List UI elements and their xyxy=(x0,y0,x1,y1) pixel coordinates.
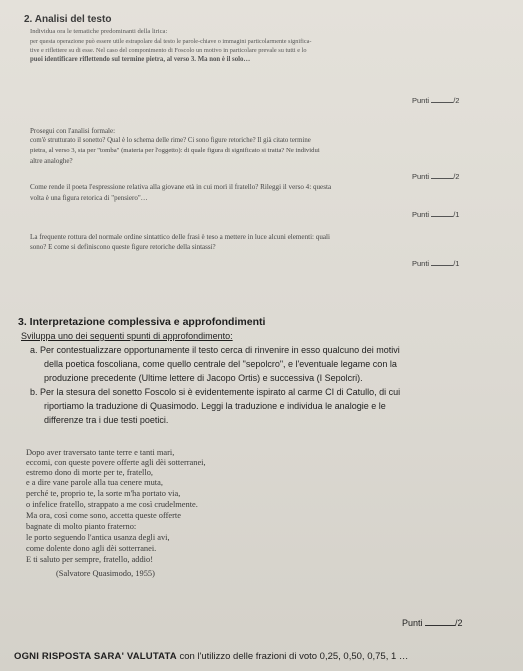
points-label: Punti xyxy=(412,259,430,268)
points-blank[interactable] xyxy=(431,94,453,103)
poem-line: Dopo aver traversato tante terre e tanti mari, xyxy=(26,448,175,457)
poem-line: o infelice fratello, strappato a me così crudelmente. xyxy=(26,500,198,509)
points-label: Punti xyxy=(412,96,430,105)
points-max: /2 xyxy=(455,618,463,628)
question-line: volta è una figura retorica di "pensiero"… xyxy=(30,194,148,202)
points-blank[interactable] xyxy=(431,170,453,179)
intro-line: Individua ora le tematiche predominanti della lirica: xyxy=(30,28,168,35)
question-line: com'è strutturato il sonetto? Qual è lo schema delle rime? Ci sono figure retoriche? Il già citato termine xyxy=(30,137,311,144)
task-b-line: differenze tra i due testi poetici. xyxy=(44,415,169,425)
question-line: pietra, al verso 3, sta per "tomba" (materia per l'oggetto): di quale figura di significato si tratta? Ne individui xyxy=(30,147,320,154)
poem-line: le porto seguendo l'antica usanza degli avi, xyxy=(26,533,170,542)
points-max: /1 xyxy=(453,210,460,219)
section-3-subtitle: Sviluppa uno dei seguenti spunti di approfondimento: xyxy=(21,331,233,341)
points-blank[interactable] xyxy=(431,257,453,266)
poem-line: eccomi, con queste povere offerte agli dèi sotterranei, xyxy=(26,458,206,467)
question-line: altre analoghe? xyxy=(30,157,73,165)
poem-line: E ti saluto per sempre, fratello, addio! xyxy=(26,555,153,564)
grading-note-bold: OGNI RISPOSTA SARA' VALUTATA xyxy=(14,651,177,662)
task-b-line: b. Per la stesura del sonetto Foscolo si è evidentemente ispirato al carme CI di Catullo, di cui xyxy=(30,387,401,397)
question-line: sono? E come si definiscono queste figure retoriche della sintassi? xyxy=(30,243,216,251)
task-a-line: produzione precedente (Ultime lettere di Jacopo Ortis) e successiva (I Sepolcri). xyxy=(44,373,363,383)
intro-line: tive e riflettere su di esse. Nel caso del componimento di Foscolo un motivo in particolare prevale su tutti e lo xyxy=(30,47,307,54)
question-line: La frequente rottura del normale ordine sintattico delle frasi è teso a mettere in luce alcuni elementi: quali xyxy=(30,233,330,241)
points-label: Punti xyxy=(402,618,423,628)
poem-line: Ma ora, così come sono, accetta queste offerte xyxy=(26,511,181,520)
points-max: /2 xyxy=(453,172,460,181)
poem-line: e a dire vane parole alla tua cenere muta, xyxy=(26,478,163,487)
poem-line: perché te, proprio te, la sorte m'ha portato via, xyxy=(26,489,181,498)
intro-line: per questa operazione può essere utile estrapolare dal testo le parole-chiave o immagini particolarmente significa- xyxy=(30,38,312,45)
section-3-title: 3. Interpretazione complessiva e approfondimenti xyxy=(18,316,266,328)
grading-note xyxy=(14,651,408,662)
points-label: Punti xyxy=(412,210,430,219)
poem-credit: (Salvatore Quasimodo, 1955) xyxy=(56,569,155,578)
poem-line: come dolente dono agli dèi sotterranei. xyxy=(26,544,157,553)
poem-line: bagnate di molto pianto fraterno: xyxy=(26,522,137,531)
intro-line: puoi identificare riflettendo sul termine pietra, al verso 3. Ma non è il solo… xyxy=(30,56,251,63)
points-blank[interactable] xyxy=(431,208,453,217)
points-max: /1 xyxy=(453,259,460,268)
points-field[interactable] xyxy=(402,616,463,628)
question-line: Come rende il poeta l'espressione relativa alla giovane età in cui morì il fratello? Rileggi il verso 4: questa xyxy=(30,183,332,191)
points-field[interactable] xyxy=(412,170,459,181)
points-blank[interactable] xyxy=(425,616,455,626)
poem-line: estremo dono di morte per te, fratello, xyxy=(26,468,153,477)
points-field[interactable] xyxy=(412,208,459,219)
question-line: Prosegui con l'analisi formale: xyxy=(30,127,116,135)
task-a-line: a. Per contestualizzare opportunamente il testo cerca di rinvenire in esso qualcuno dei motivi xyxy=(30,345,400,355)
task-b-line: riportiamo la traduzione di Quasimodo. Leggi la traduzione e individua le analogie e le xyxy=(44,401,386,411)
grading-note-text: con l'utilizzo delle frazioni di voto 0,25, 0,50, 0,75, 1 … xyxy=(179,651,409,662)
section-2-title: 2. Analisi del testo xyxy=(24,14,112,25)
points-field[interactable] xyxy=(412,257,459,268)
task-a-line: della poetica foscoliana, come quello centrale del "sepolcro", e l'eventuale legame con la xyxy=(44,359,397,369)
points-label: Punti xyxy=(412,172,430,181)
points-max: /2 xyxy=(453,96,460,105)
points-field[interactable] xyxy=(412,94,459,105)
